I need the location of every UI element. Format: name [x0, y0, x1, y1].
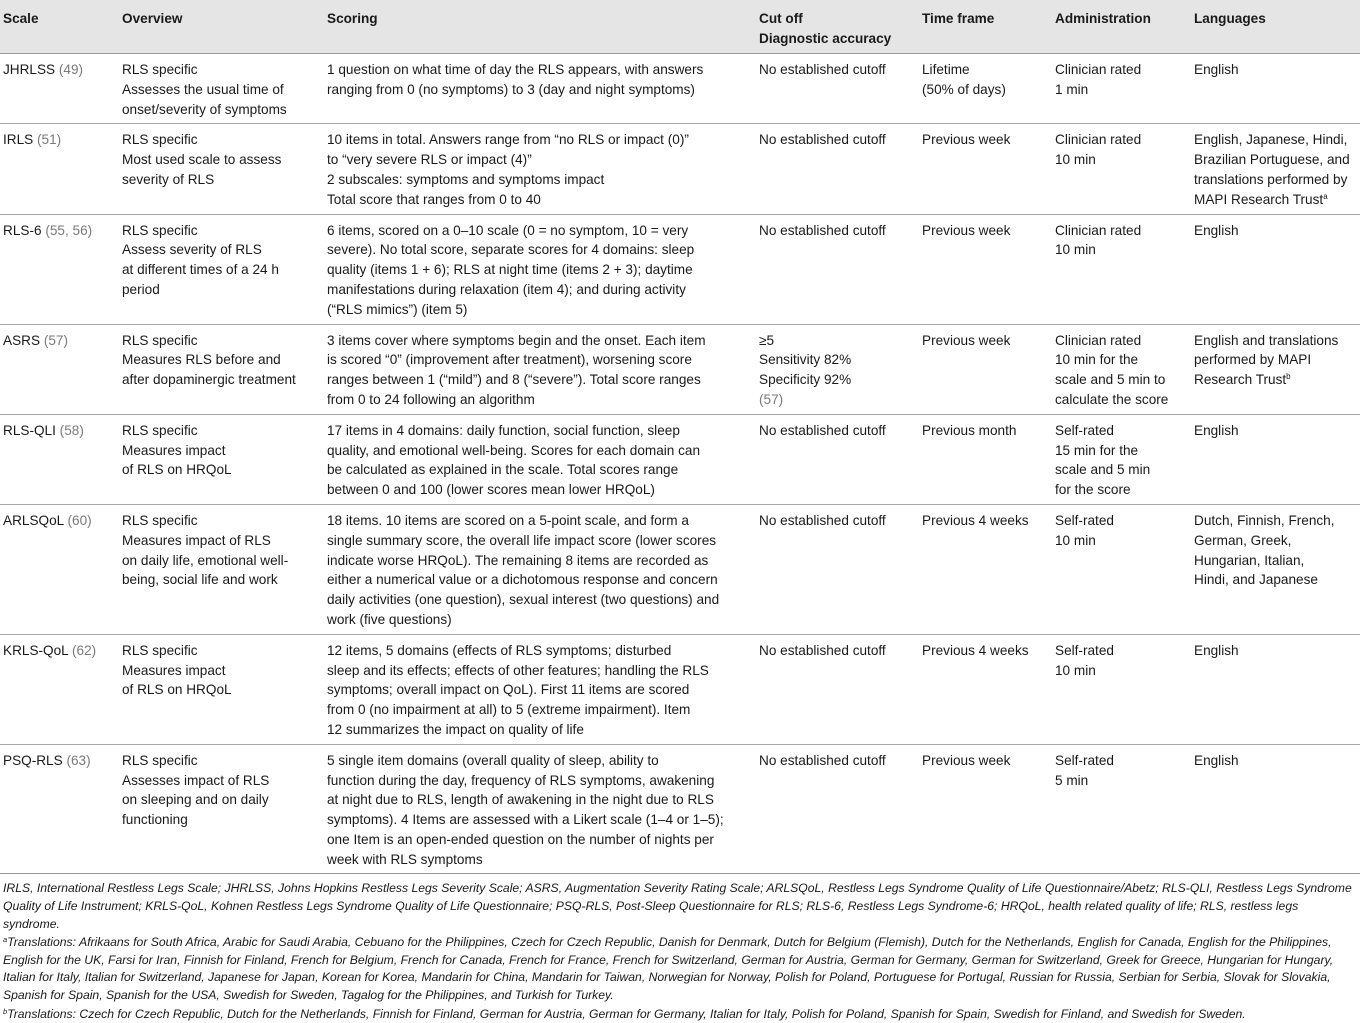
cell-overview: RLS specific Measures impact of RLS on daily life, emotional well- being, social life and work	[118, 504, 323, 634]
footnote-b-text: Translations: Czech for Czech Republic, Dutch for the Netherlands, Finnish for Finland, German for Austria, German for Germany, Italian for Italy, Polish for Poland, Spanish for Spain, Swedish for Finland, and Swedish for Sweden.	[7, 1006, 1246, 1021]
table-row	[0, 54, 1360, 124]
cell-administration: Self-rated 5 min	[1051, 744, 1190, 874]
cell-languages: Dutch, Finnish, French, German, Greek, Hungarian, Italian, Hindi, and Japanese	[1190, 504, 1360, 634]
cell-scoring: 12 items, 5 domains (effects of RLS symptoms; disturbed sleep and its effects; effects of other features; handling the RLS symptoms; overall impact on QoL). First 11 items are scored from 0 (no impairment at all) to 5 (extreme impairment). Item 12 summarizes the impact on quality of life	[323, 634, 755, 744]
footnote-marker-a: a	[1323, 191, 1328, 201]
cell-scale	[0, 504, 118, 634]
cell-administration: Clinician rated 1 min	[1051, 54, 1190, 124]
cell-overview: RLS specific Measures RLS before and after dopaminergic treatment	[118, 324, 323, 414]
cell-timeframe: Previous 4 weeks	[918, 634, 1051, 744]
header-timeframe: Time frame	[918, 0, 1051, 54]
cell-overview: RLS specific Measures impact of RLS on HRQoL	[118, 634, 323, 744]
cell-administration: Self-rated 15 min for the scale and 5 min for the score	[1051, 414, 1190, 504]
footnote-b	[3, 1006, 1354, 1023]
cell-languages: English	[1190, 634, 1360, 744]
cell-scoring: 5 single item domains (overall quality of sleep, ability to function during the day, frequency of RLS symptoms, awakening at night due to RLS, length of awakening in the night due to RLS symptoms). 4 Items are assessed with a Likert scale (1–4 or 1–5); one Item is an open-ended question on the number of nights per week with RLS symptoms	[323, 744, 755, 874]
table-row	[0, 744, 1360, 874]
cell-scoring: 10 items in total. Answers range from “no RLS or impact (0)” to “very severe RLS or impact (4)” 2 subscales: symptoms and symptoms impact Total score that ranges from 0 to 40	[323, 124, 755, 214]
scale-refs: (57)	[43, 332, 68, 348]
cell-languages: English	[1190, 414, 1360, 504]
scale-name: KRLS-QoL	[3, 642, 69, 658]
languages-text: English and translations performed by MAPI Research Trust	[1194, 332, 1339, 388]
cell-languages: English	[1190, 744, 1360, 874]
cell-scale	[0, 744, 118, 874]
cell-cutoff: No established cutoff	[755, 504, 918, 634]
cell-timeframe: Previous month	[918, 414, 1051, 504]
table-row	[0, 124, 1360, 214]
table-header-row	[0, 0, 1360, 54]
cell-scale	[0, 54, 118, 124]
cell-administration: Clinician rated 10 min	[1051, 124, 1190, 214]
scale-refs: (51)	[37, 132, 62, 148]
cell-cutoff: No established cutoff	[755, 214, 918, 324]
cell-scale	[0, 214, 118, 324]
scale-name: JHRLSS	[3, 62, 56, 77]
cell-overview: RLS specific Assesses impact of RLS on sleeping and on daily functioning	[118, 744, 323, 874]
scale-refs: (55, 56)	[45, 222, 93, 238]
cell-scale	[0, 124, 118, 214]
cell-administration: Self-rated 10 min	[1051, 634, 1190, 744]
cell-scoring: 1 question on what time of day the RLS appears, with answers ranging from 0 (no symptoms) to 3 (day and night symptoms)	[323, 54, 755, 124]
cell-scoring: 17 items in 4 domains: daily function, social function, sleep quality, and emotional well-being. Scores for each domain can be calculated as explained in the scale. Total scores range between 0 and 100 (lower scores mean lower HRQoL)	[323, 414, 755, 504]
scale-refs: (63)	[66, 752, 91, 768]
cell-scale	[0, 324, 118, 414]
scale-refs: (58)	[59, 422, 84, 438]
footnote-marker-b: b	[1286, 372, 1291, 382]
cell-timeframe: Previous week	[918, 324, 1051, 414]
scale-name: ARLSQoL	[3, 512, 64, 528]
header-scoring: Scoring	[323, 0, 755, 54]
cell-cutoff: No established cutoff	[755, 54, 918, 124]
cutoff-text: ≥5 Sensitivity 82% Specificity 92%	[759, 332, 852, 388]
table-row	[0, 324, 1360, 414]
cell-languages: English	[1190, 54, 1360, 124]
header-cutoff	[755, 0, 918, 54]
cell-overview: RLS specific Most used scale to assess severity of RLS	[118, 124, 323, 214]
cutoff-ref: (57)	[759, 391, 784, 407]
footnote-a	[3, 934, 1354, 1004]
cell-languages	[1190, 324, 1360, 414]
footnote-a-mark: a	[3, 935, 8, 945]
scale-refs: (60)	[67, 512, 92, 528]
header-cutoff-line1: Cut off	[759, 11, 803, 26]
footnote-b-mark: b	[3, 1006, 8, 1016]
footnote-a-text: Translations: Afrikaans for South Africa, Arabic for Saudi Arabia, Cebuano for the Philippines, Czech for Czech Republic, Danish for Denmark, Dutch for Belgium (Flemish), Dutch for the Netherlands, English for Canada, English for the Philippines, English for the UK, Farsi for Iran, Finnish for Finland, French for Belgium, French for Canada, French for France, French for Switzerland, German for Austria, German for Germany, German for Switzerland, Greek for Greece, Hungarian for Hungary, Italian for Italy, Italian for Switzerland, Japanese for Japan, Korean for Korea, Mandarin for China, Mandarin for Taiwan, Norwegian for Norway, Polish for Poland, Portuguese for Portugal, Russian for Russia, Serbian for Serbia, Slovak for Slovakia, Spanish for Spain, Spanish for the USA, Swedish for Sweden, Tagalog for the Philippines, and Turkish for Turkey.	[3, 935, 1334, 1003]
cell-timeframe: Lifetime (50% of days)	[918, 54, 1051, 124]
cell-administration: Self-rated 10 min	[1051, 504, 1190, 634]
scale-refs: (49)	[58, 62, 84, 77]
cell-cutoff: No established cutoff	[755, 124, 918, 214]
languages-text: English, Japanese, Hindi, Brazilian Portuguese, and translations performed by MAPI Research Trust	[1194, 132, 1350, 207]
header-scale: Scale	[0, 0, 118, 54]
cell-cutoff	[755, 324, 918, 414]
scale-name: IRLS	[3, 132, 34, 148]
scale-name: RLS-6	[3, 222, 42, 238]
cell-cutoff: No established cutoff	[755, 414, 918, 504]
cell-overview: RLS specific Assesses the usual time of onset/severity of symptoms	[118, 54, 323, 124]
table-row	[0, 634, 1360, 744]
cell-administration: Clinician rated 10 min for the scale and 5 min to calculate the score	[1051, 324, 1190, 414]
cell-timeframe: Previous 4 weeks	[918, 504, 1051, 634]
scale-name: RLS-QLI	[3, 422, 56, 438]
table-row	[0, 214, 1360, 324]
table-row	[0, 504, 1360, 634]
cell-overview: RLS specific Measures impact of RLS on HRQoL	[118, 414, 323, 504]
cell-languages	[1190, 124, 1360, 214]
cell-administration: Clinician rated 10 min	[1051, 214, 1190, 324]
cell-timeframe: Previous week	[918, 214, 1051, 324]
cell-scale	[0, 634, 118, 744]
header-overview: Overview	[118, 0, 323, 54]
cell-scoring: 3 items cover where symptoms begin and the onset. Each item is scored “0” (improvement after treatment), worsening score ranges between 1 (“mild”) and 8 (“severe”). Total score ranges from 0 to 24 following an algorithm	[323, 324, 755, 414]
scale-name: PSQ-RLS	[3, 752, 63, 768]
cell-cutoff: No established cutoff	[755, 744, 918, 874]
header-languages: Languages	[1190, 0, 1360, 54]
cell-timeframe: Previous week	[918, 124, 1051, 214]
cell-timeframe: Previous week	[918, 744, 1051, 874]
cell-languages: English	[1190, 214, 1360, 324]
table-row	[0, 414, 1360, 504]
scale-refs: (62)	[72, 642, 97, 658]
cell-scoring: 6 items, scored on a 0–10 scale (0 = no symptom, 10 = very severe). No total score, separate scores for 4 domains: sleep quality (items 1 + 6); RLS at night time (items 2 + 3); daytime manifestations during relaxation (item 4); and during activity (“RLS mimics”) (item 5)	[323, 214, 755, 324]
table-footnotes	[0, 874, 1360, 1023]
scale-name: ASRS	[3, 332, 41, 348]
cell-cutoff: No established cutoff	[755, 634, 918, 744]
footnote-abbreviations: IRLS, International Restless Legs Scale; JHRLSS, Johns Hopkins Restless Legs Severity Scale; ASRS, Augmentation Severity Rating Scale; ARLSQoL, Restless Legs Syndrome Quality of Life Questionnaire/Abetz; RLS-QLI, Restless Legs Syndrome Quality of Life Instrument; KRLS-QoL, Kohnen Restless Legs Syndrome Quality of Life Questionnaire; PSQ-RLS, Post-Sleep Questionnaire for RLS; RLS-6, Restless Legs Syndrome-6; HRQoL, health related quality of life; RLS, restless legs syndrome.	[3, 881, 1352, 931]
cell-scale	[0, 414, 118, 504]
cell-overview: RLS specific Assess severity of RLS at different times of a 24 h period	[118, 214, 323, 324]
header-cutoff-line2: Diagnostic accuracy	[759, 31, 892, 46]
cell-scoring: 18 items. 10 items are scored on a 5-point scale, and form a single summary score, the overall life impact score (lower scores indicate worse HRQoL). The remaining 8 items are recorded as either a numerical value or a dichotomous response and concern daily activities (one question), sexual interest (two questions) and work (five questions)	[323, 504, 755, 634]
header-administration: Administration	[1051, 0, 1190, 54]
